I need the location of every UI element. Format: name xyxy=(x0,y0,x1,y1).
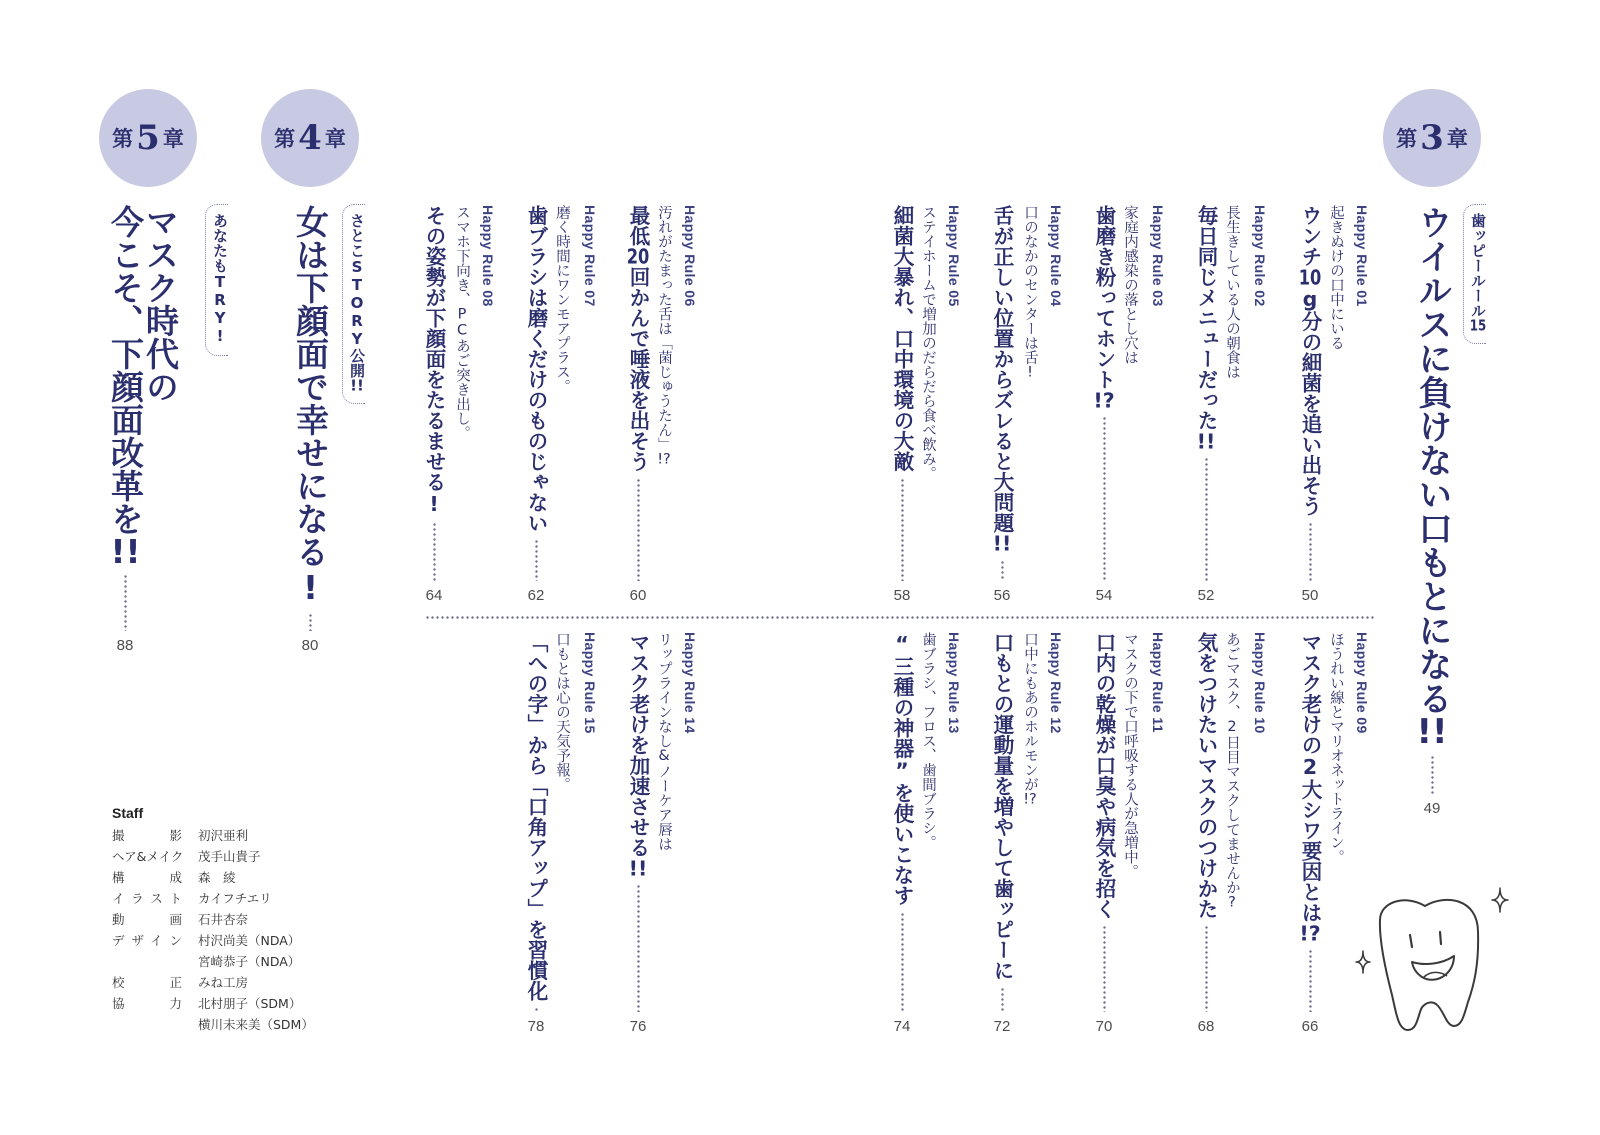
dot-leader xyxy=(637,884,640,1012)
staff-name: 初沢亜利 xyxy=(198,827,249,843)
rule-label: Happy Rule 07 xyxy=(582,205,598,307)
staff-row xyxy=(112,887,314,908)
chapter-number: 3 xyxy=(1420,118,1444,158)
rule-title-column xyxy=(1189,205,1223,605)
tooth-right-eye xyxy=(1440,932,1441,944)
rule-subtitle: リップラインなし&ノーケア唇は xyxy=(656,632,672,851)
rule-title-column xyxy=(621,632,655,1036)
page-number: 50 xyxy=(1301,587,1319,604)
sparkle-icon xyxy=(1356,951,1370,973)
staff-name: 北村朋子（SDM） xyxy=(198,995,302,1011)
rule-subtitle: あごマスク、2日目マスクしてませんか? xyxy=(1224,632,1240,911)
staff-name: 村沢尚美（NDA） xyxy=(198,932,301,948)
chapter-4-title-column xyxy=(289,205,331,655)
rule-subtitle: 家庭内感染の落とし穴は xyxy=(1122,205,1138,365)
rule-title-column xyxy=(885,632,919,1036)
rule-title-column xyxy=(985,205,1019,605)
rule-label: Happy Rule 13 xyxy=(946,632,962,734)
page-number: 52 xyxy=(1197,587,1215,604)
rule-title-column xyxy=(519,205,553,605)
staff-heading: Staff xyxy=(112,805,144,821)
rule-subtitle: 長生きしている人の朝食は xyxy=(1224,205,1240,379)
rule-label: Happy Rule 02 xyxy=(1252,205,1268,307)
chapter-4-tag: さとこSTORY公開!! xyxy=(342,204,365,404)
chapter-5-tag: あなたもTRY! xyxy=(205,204,228,356)
rule-title: 毎日同じメニューだった!! xyxy=(1194,205,1218,451)
staff-role: 構成 xyxy=(112,869,182,885)
rule-title-column xyxy=(417,205,451,605)
staff-row xyxy=(112,824,314,845)
dot-leader xyxy=(1103,925,1106,1012)
staff-role: 動画 xyxy=(112,911,182,927)
sparkle-icon xyxy=(1492,888,1508,912)
rule-title: 歯ブラシは磨くだけのものじゃない xyxy=(524,205,548,533)
staff-name: カイフチエリ xyxy=(198,890,272,906)
page-number: 78 xyxy=(527,1018,545,1035)
rule-title: マスク老けの2大シワ要因とは!? xyxy=(1298,632,1322,943)
staff-credits xyxy=(112,803,314,1034)
chapter-4-title: 女は下顔面で幸せになる! xyxy=(291,205,330,607)
dot-leader xyxy=(1001,560,1004,582)
staff-name: 横川未来美（SDM） xyxy=(198,1016,314,1032)
rule-title-column xyxy=(1087,205,1121,605)
page-number: 54 xyxy=(1095,587,1113,604)
rule-subtitle: マスクの下で口呼吸する人が急増中。 xyxy=(1122,632,1138,879)
rule-subtitle: 口もとは心の天気予報。 xyxy=(554,632,570,792)
page-number: 80 xyxy=(301,637,319,654)
rule-subtitle: 口のなかのセンターは舌! xyxy=(1022,205,1038,381)
chapter-suffix: 章 xyxy=(162,125,184,151)
chapter-4-badge xyxy=(261,89,359,187)
rule-title-column xyxy=(1087,632,1121,1036)
smiling-tooth-icon xyxy=(1350,880,1520,1040)
rule-title-column xyxy=(621,205,655,605)
rule-subtitle: 口中にもあのホルモンが!? xyxy=(1022,632,1038,806)
rule-subtitle: 汚れがたまった舌は「菌じゅうたん」!? xyxy=(656,205,672,466)
rule-subtitle: ステイホームで増加のだらだら食べ飲み。 xyxy=(920,205,936,481)
dot-leader xyxy=(535,539,538,581)
dot-leader xyxy=(637,478,640,582)
rule-title: 気をつけたいマスクのつけかた xyxy=(1194,632,1218,919)
staff-name: 宮崎恭子（NDA） xyxy=(198,953,301,969)
dotted-separator xyxy=(425,616,1375,619)
page-number: 72 xyxy=(993,1018,1011,1035)
dot-leader xyxy=(1103,416,1106,581)
page-number: 70 xyxy=(1095,1018,1113,1035)
rule-title: 口もとの運動量を増やして歯ッピーに xyxy=(990,632,1014,981)
page-number: 49 xyxy=(1423,800,1441,817)
chapter-number: 4 xyxy=(298,118,322,158)
chapter-prefix: 第 xyxy=(1396,125,1418,151)
staff-role: 校正 xyxy=(112,974,182,990)
rule-subtitle: 磨く時間にワンモアプラス。 xyxy=(554,205,570,394)
page-number: 68 xyxy=(1197,1018,1215,1035)
rule-subtitle: スマホ下向き、PCあご突き出し。 xyxy=(454,205,470,440)
chapter-prefix: 第 xyxy=(112,125,134,151)
rule-label: Happy Rule 05 xyxy=(946,205,962,307)
staff-name: 森 綾 xyxy=(198,869,236,885)
rule-title-column xyxy=(1189,632,1223,1036)
chapter-number: 5 xyxy=(136,118,160,158)
page-number: 66 xyxy=(1301,1018,1319,1035)
staff-row xyxy=(112,908,314,929)
dot-leader xyxy=(1205,457,1208,581)
rule-title-column xyxy=(1293,632,1327,1036)
chapter-3-tag: 歯ッピールール15 xyxy=(1463,204,1486,344)
rule-title-column xyxy=(1293,205,1327,605)
rule-label: Happy Rule 12 xyxy=(1048,632,1064,734)
page-number: 64 xyxy=(425,587,443,604)
dot-leader xyxy=(124,574,127,631)
rule-label: Happy Rule 09 xyxy=(1354,632,1370,734)
staff-role: デザイン xyxy=(112,932,182,948)
rule-label: Happy Rule 14 xyxy=(682,632,698,734)
staff-row xyxy=(112,992,314,1013)
staff-role: 撮影 xyxy=(112,827,182,843)
rule-title-column xyxy=(885,205,919,605)
chapter-prefix: 第 xyxy=(274,125,296,151)
staff-role: ヘア&メイク xyxy=(112,848,184,864)
dot-leader xyxy=(1431,755,1434,794)
staff-row xyxy=(112,950,314,971)
page-number: 88 xyxy=(116,637,134,654)
chapter-3-title-column xyxy=(1409,205,1455,818)
staff-row xyxy=(112,866,314,887)
rule-label: Happy Rule 10 xyxy=(1252,632,1268,734)
staff-name: みね工房 xyxy=(198,974,249,990)
rule-title: 口内の乾燥が口臭や病気を招く xyxy=(1092,632,1116,919)
dot-leader xyxy=(535,1007,538,1012)
dot-leader xyxy=(1309,949,1312,1012)
dot-leader xyxy=(901,912,904,1013)
staff-row xyxy=(112,929,314,950)
page-number: 62 xyxy=(527,587,545,604)
page-number: 76 xyxy=(629,1018,647,1035)
rule-title-column xyxy=(519,632,553,1036)
rule-title: 細菌大暴れ、口中環境の大敵 xyxy=(890,205,914,472)
rule-label: Happy Rule 08 xyxy=(480,205,496,307)
rule-title: 「への字」から「口角アップ」を習慣化 xyxy=(524,632,548,1001)
staff-role: イラスト xyxy=(112,890,182,906)
chapter-suffix: 章 xyxy=(1446,125,1468,151)
chapter-5-title-column xyxy=(106,205,144,655)
staff-name: 石井杏奈 xyxy=(198,911,249,927)
chapter-3-badge xyxy=(1383,89,1481,187)
dot-leader xyxy=(309,613,312,631)
staff-row xyxy=(112,971,314,992)
staff-row xyxy=(112,1013,314,1034)
chapter-suffix: 章 xyxy=(324,125,346,151)
chapter-5-title-line-2: 今こそ、下顔面改革を!! xyxy=(106,205,145,568)
rule-title: “三種の神器”を使いこなす xyxy=(890,632,914,906)
page-number: 74 xyxy=(893,1018,911,1035)
dot-leader xyxy=(433,522,436,581)
dot-leader xyxy=(1309,522,1312,581)
dot-leader xyxy=(1205,925,1208,1012)
rule-title: ウンチ10g分の細菌を追い出そう xyxy=(1298,205,1322,516)
staff-row xyxy=(112,845,314,866)
rule-label: Happy Rule 15 xyxy=(582,632,598,734)
rule-subtitle: ほうれい線とマリオネットライン。 xyxy=(1328,632,1344,864)
page-number: 60 xyxy=(629,587,647,604)
rule-title: その姿勢が下顔面をたるませる! xyxy=(422,205,446,516)
rule-subtitle: 起きぬけの口中にいる xyxy=(1328,205,1344,350)
page-number: 58 xyxy=(893,587,911,604)
rule-subtitle: 歯ブラシ、フロス、歯間ブラシ。 xyxy=(920,632,936,850)
rule-label: Happy Rule 04 xyxy=(1048,205,1064,307)
rule-title: 歯磨き粉ってホント!? xyxy=(1092,205,1116,410)
rule-label: Happy Rule 01 xyxy=(1354,205,1370,307)
dot-leader xyxy=(901,478,904,582)
rule-title: マスク老けを加速させる!! xyxy=(626,632,650,878)
rule-title-column xyxy=(985,632,1019,1036)
chapter-5-title-line-1: マスク時代の xyxy=(141,205,180,403)
page-number: 56 xyxy=(993,587,1011,604)
rule-title: 最低20回かんで唾液を出そう xyxy=(626,205,650,472)
staff-role: 協力 xyxy=(112,995,182,1011)
chapter-3-title: ウイルスに負けない口もとになる!! xyxy=(1412,205,1452,749)
staff-name: 茂手山貴子 xyxy=(198,848,261,864)
rule-label: Happy Rule 06 xyxy=(682,205,698,307)
rule-title: 舌が正しい位置からズレると大問題!! xyxy=(990,205,1014,554)
chapter-5-badge xyxy=(99,89,197,187)
rule-label: Happy Rule 03 xyxy=(1150,205,1166,307)
dot-leader xyxy=(1001,987,1004,1013)
rule-label: Happy Rule 11 xyxy=(1150,632,1166,733)
